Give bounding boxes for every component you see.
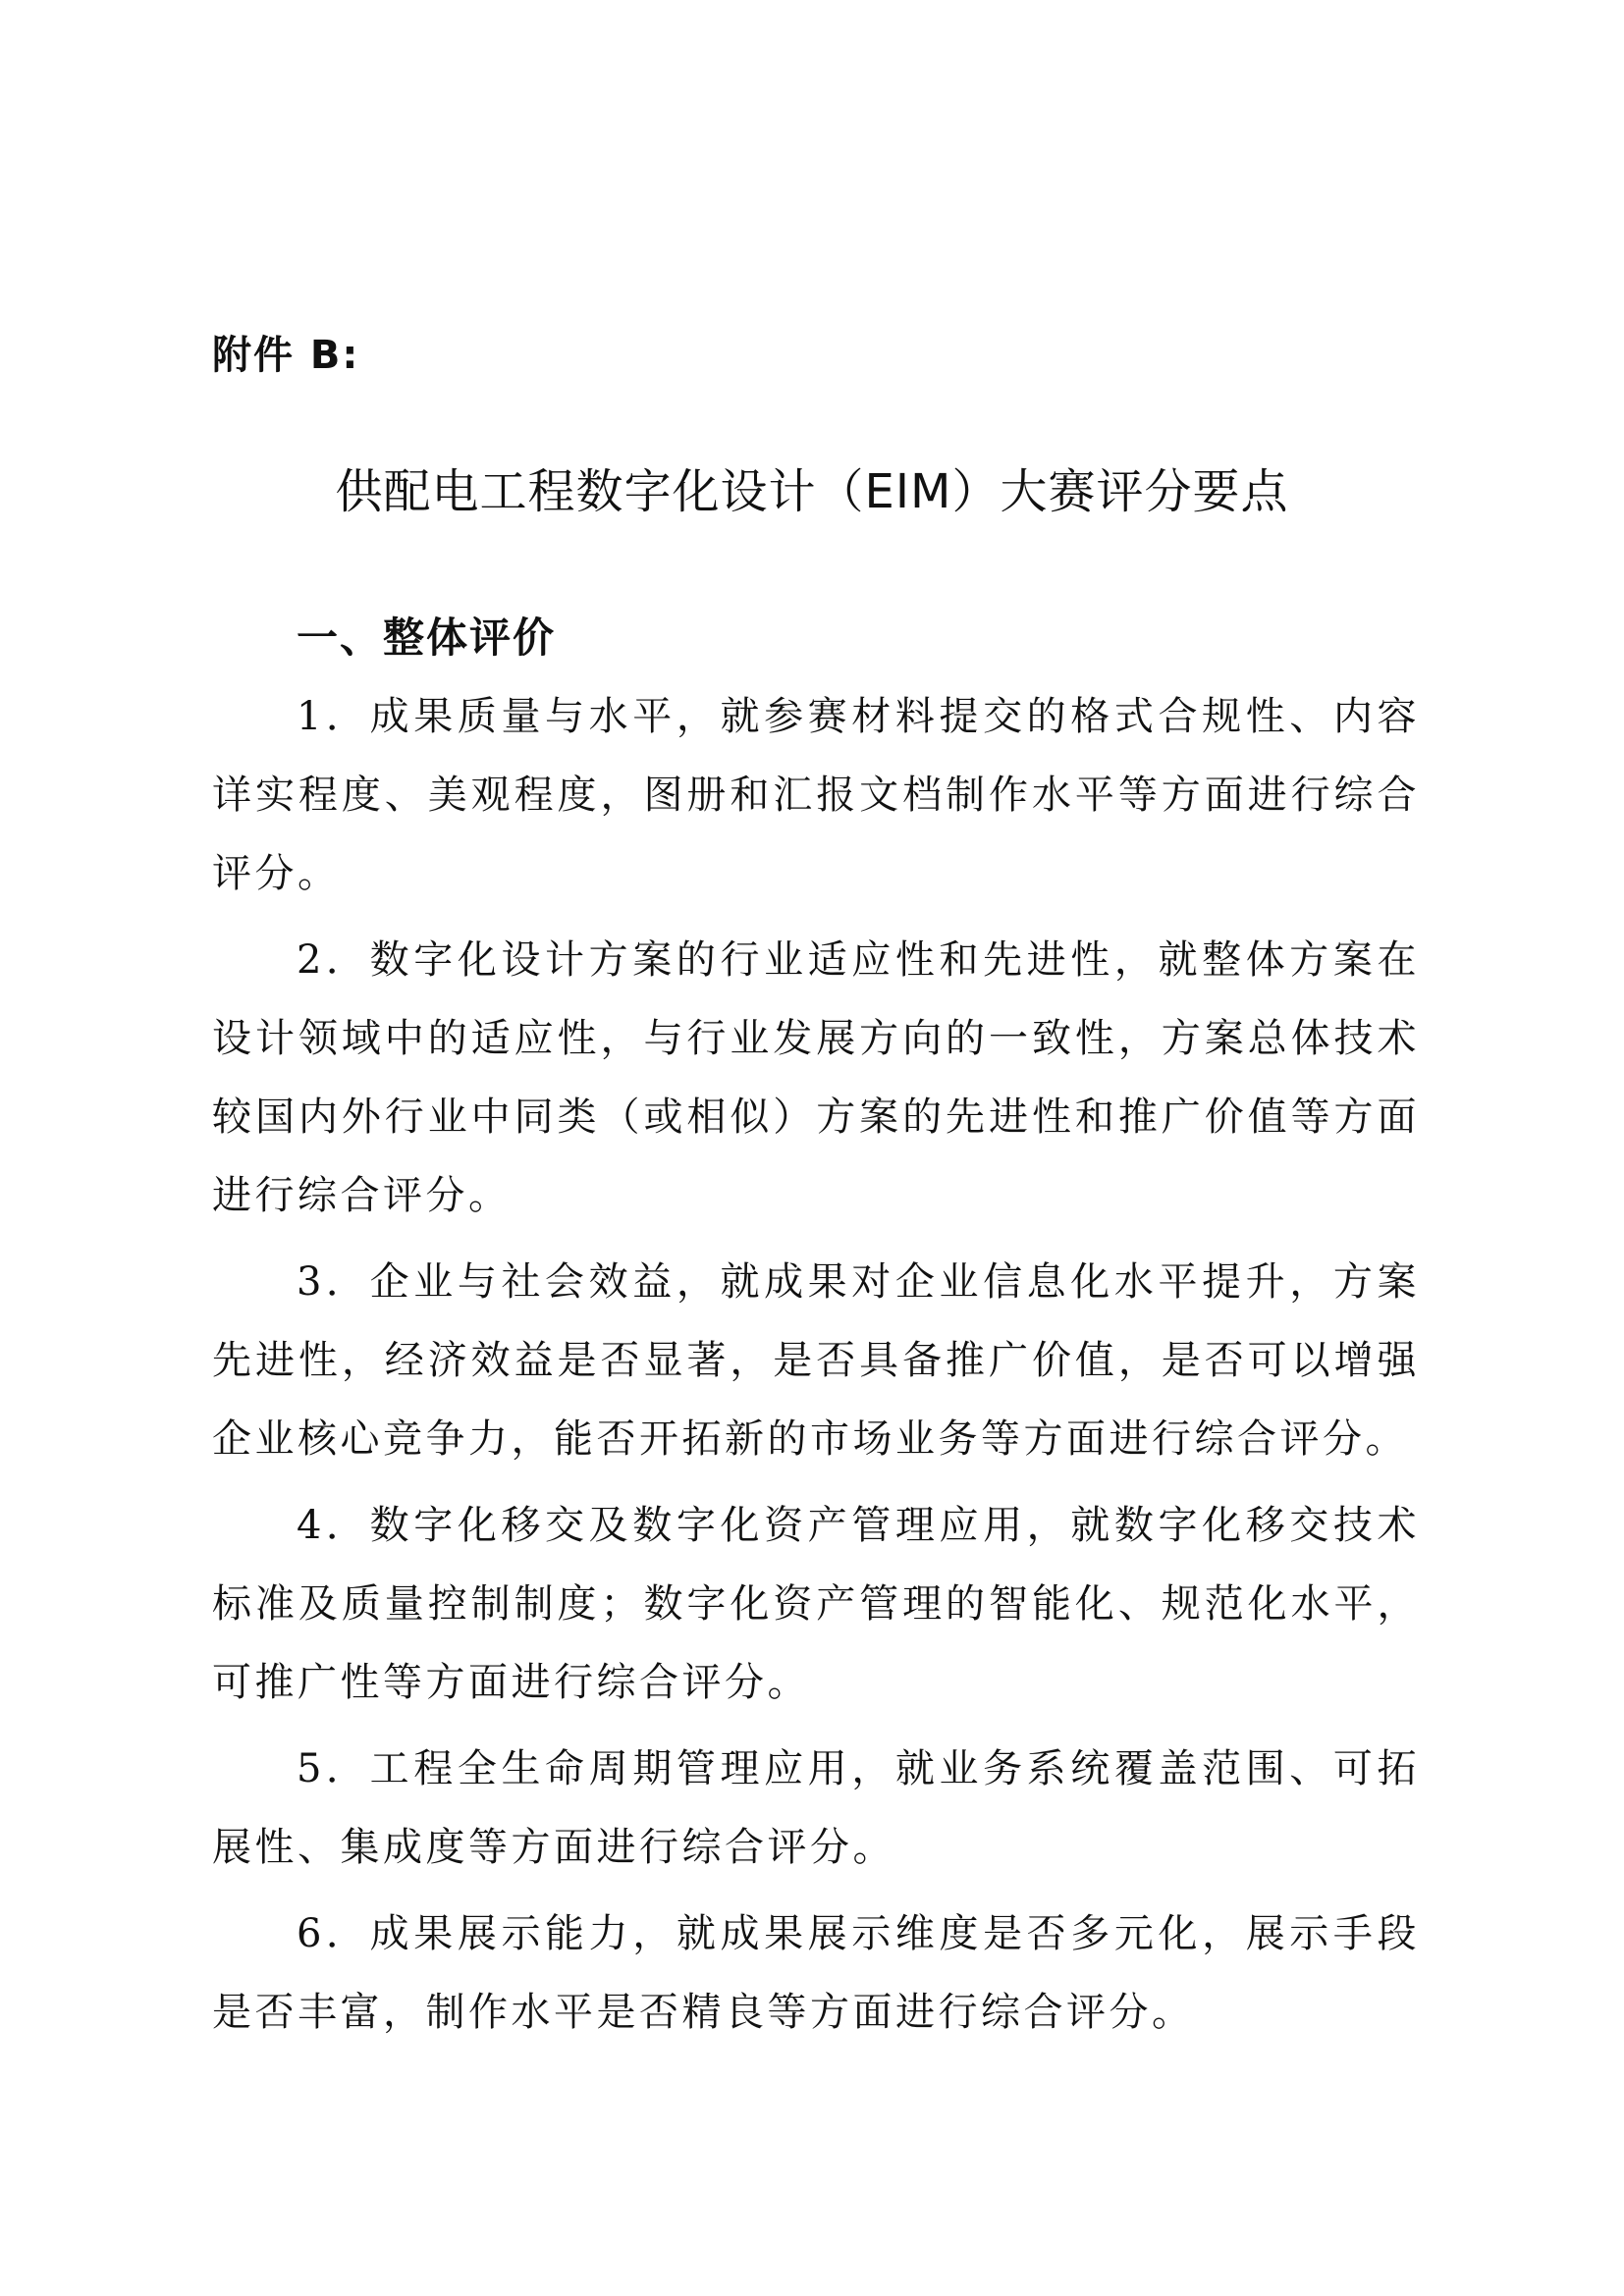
paragraph-4: 4．数字化移交及数字化资产管理应用，就数字化移交技术标准及质量控制制度；数字化资产管理的智能化、规范化水平，可推广性等方面进行综合评分。 (212, 1503, 1420, 1705)
section-body (212, 677, 1420, 2059)
section-heading: 一、整体评价 (297, 614, 557, 662)
paragraph-3: 3．企业与社会效益，就成果对企业信息化水平提升，方案先进性，经济效益是否显著，是否具备推广价值，是否可以增强企业核心竞争力，能否开拓新的市场业务等方面进行综合评分。 (212, 1259, 1420, 1462)
paragraph-6: 6．成果展示能力，就成果展示维度是否多元化，展示手段是否丰富，制作水平是否精良等方面进行综合评分。 (212, 1911, 1420, 2035)
paragraph-5: 5．工程全生命周期管理应用，就业务系统覆盖范围、可拓展性、集成度等方面进行综合评分。 (212, 1746, 1420, 1870)
paragraph-1: 1．成果质量与水平，就参赛材料提交的格式合规性、内容详实程度、美观程度，图册和汇报文档制作水平等方面进行综合评分。 (212, 694, 1420, 896)
paragraph-2: 2．数字化设计方案的行业适应性和先进性，就整体方案在设计领域中的适应性，与行业发展方向的一致性，方案总体技术较国内外行业中同类（或相似）方案的先进性和推广价值等方面进行综合评分。 (212, 937, 1420, 1218)
attachment-label: 附件 B: (212, 333, 360, 378)
document-title: 供配电工程数字化设计（EIM）大赛评分要点 (335, 464, 1289, 519)
